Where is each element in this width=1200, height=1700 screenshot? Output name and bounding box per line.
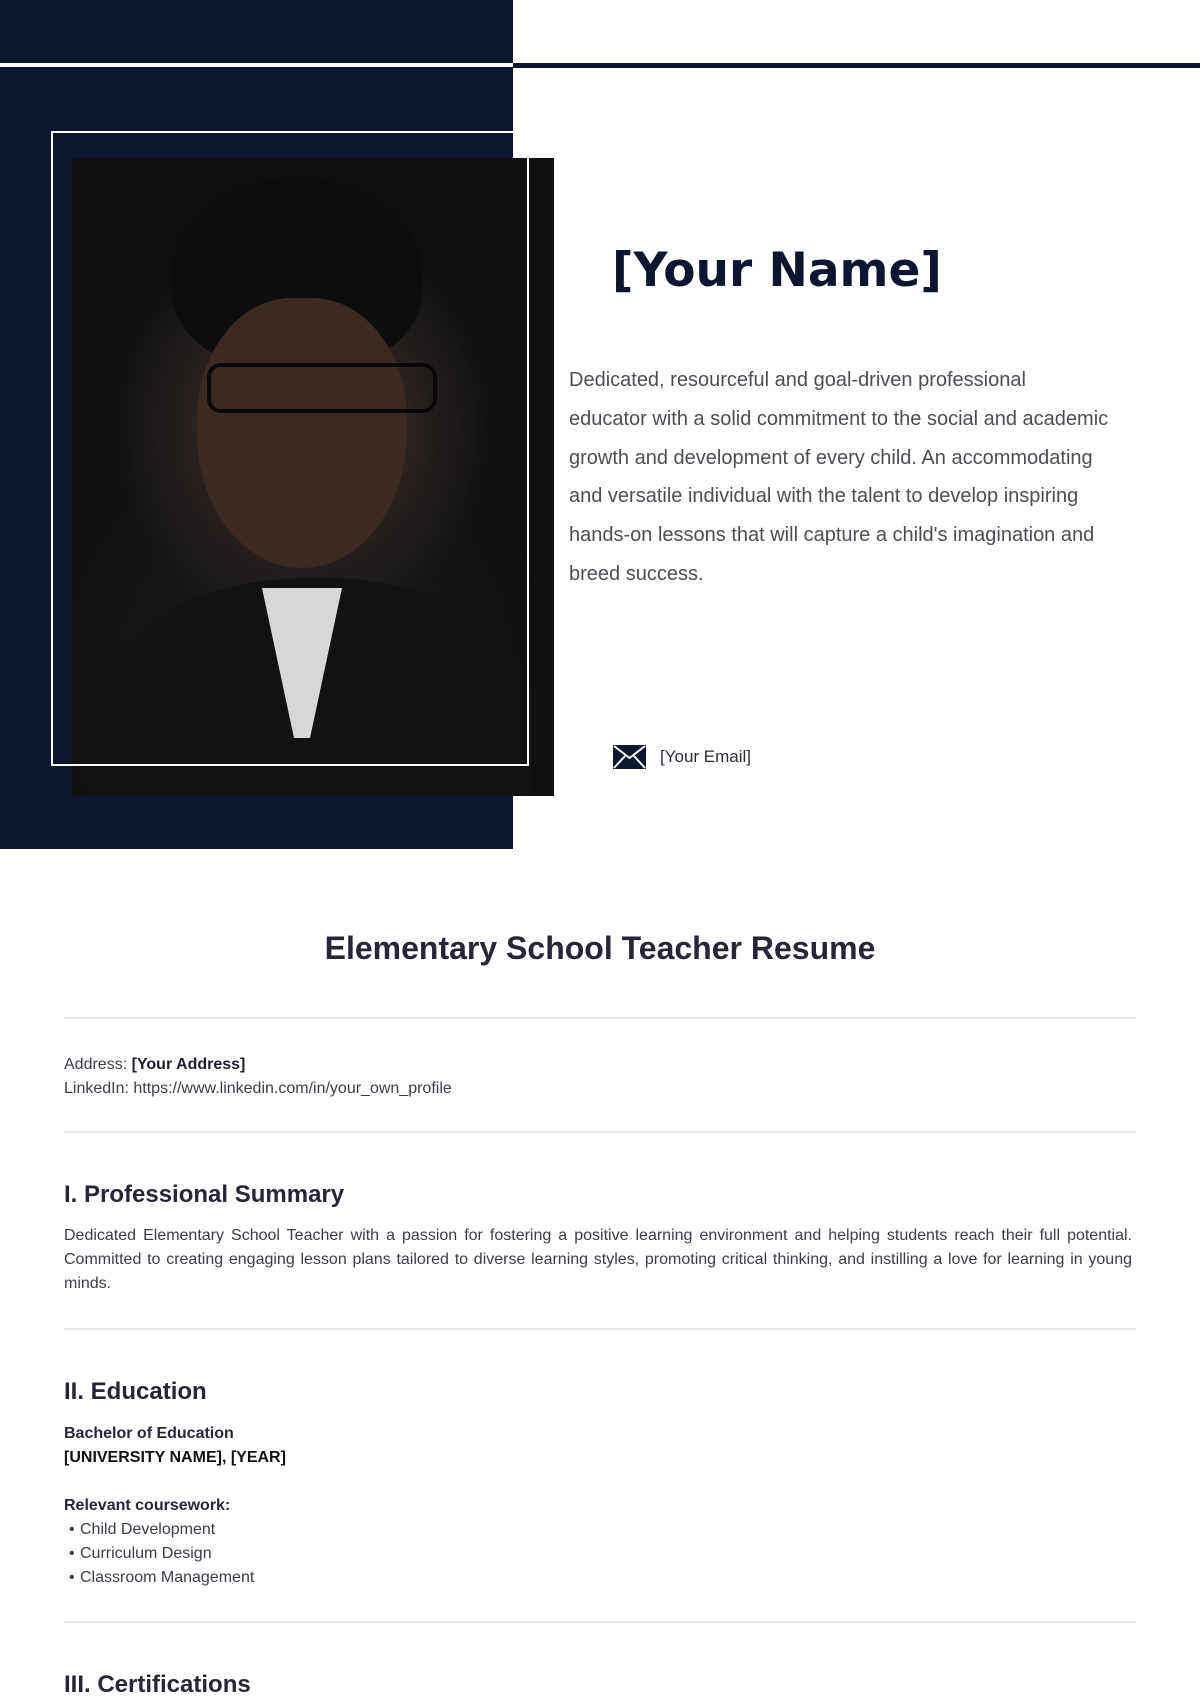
linkedin-line — [64, 1077, 452, 1101]
summary-text: Dedicated Elementary School Teacher with a passion for fostering a positive learning environment and helping students reach their full potential. Committed to creating engaging lesson plans tailored to diverse learning styles, promoting critical thinking, and instilling a love for learning in young minds. — [64, 1227, 1132, 1292]
divider — [64, 1328, 1136, 1330]
email-row[interactable] — [613, 745, 751, 769]
divider — [64, 1017, 1136, 1019]
section-title-education: II. Education — [64, 1378, 207, 1405]
address-value: [Your Address] — [131, 1056, 246, 1073]
address-line — [64, 1053, 452, 1077]
contact-block — [64, 1053, 452, 1101]
header-navy-line — [513, 63, 1200, 68]
linkedin-label: LinkedIn: — [64, 1080, 129, 1097]
divider — [64, 1621, 1136, 1623]
coursework-label: Relevant coursework: — [64, 1497, 231, 1514]
divider — [64, 1131, 1136, 1133]
degree: Bachelor of Education — [64, 1425, 234, 1442]
list-item: • Child Development — [64, 1518, 286, 1542]
envelope-icon — [613, 745, 646, 769]
university: [UNIVERSITY NAME], [YEAR] — [64, 1449, 286, 1466]
section-title-certifications: III. Certifications — [64, 1671, 251, 1698]
header-white-stripe — [0, 63, 513, 67]
intro-text: Dedicated, resourceful and goal-driven professional educator with a solid commitment to the social and academic growth and development of every child. An accommodating and versatile individual with the talent to develop inspiring hands-on lessons that will capture a child's imagination and breed success. — [569, 369, 1109, 585]
coursework-list — [64, 1518, 286, 1590]
list-item: • Classroom Management — [64, 1566, 286, 1590]
linkedin-link[interactable]: https://www.linkedin.com/in/your_own_profile — [133, 1080, 452, 1097]
person-name: [Your Name] — [612, 243, 942, 298]
photo-frame — [51, 131, 529, 766]
section-title-summary: I. Professional Summary — [64, 1181, 345, 1208]
list-item: • Curriculum Design — [64, 1542, 286, 1566]
email-text[interactable]: [Your Email] — [660, 747, 752, 766]
education-block — [64, 1422, 286, 1590]
document-title: Elementary School Teacher Resume — [324, 930, 876, 966]
address-label: Address: — [64, 1056, 128, 1073]
